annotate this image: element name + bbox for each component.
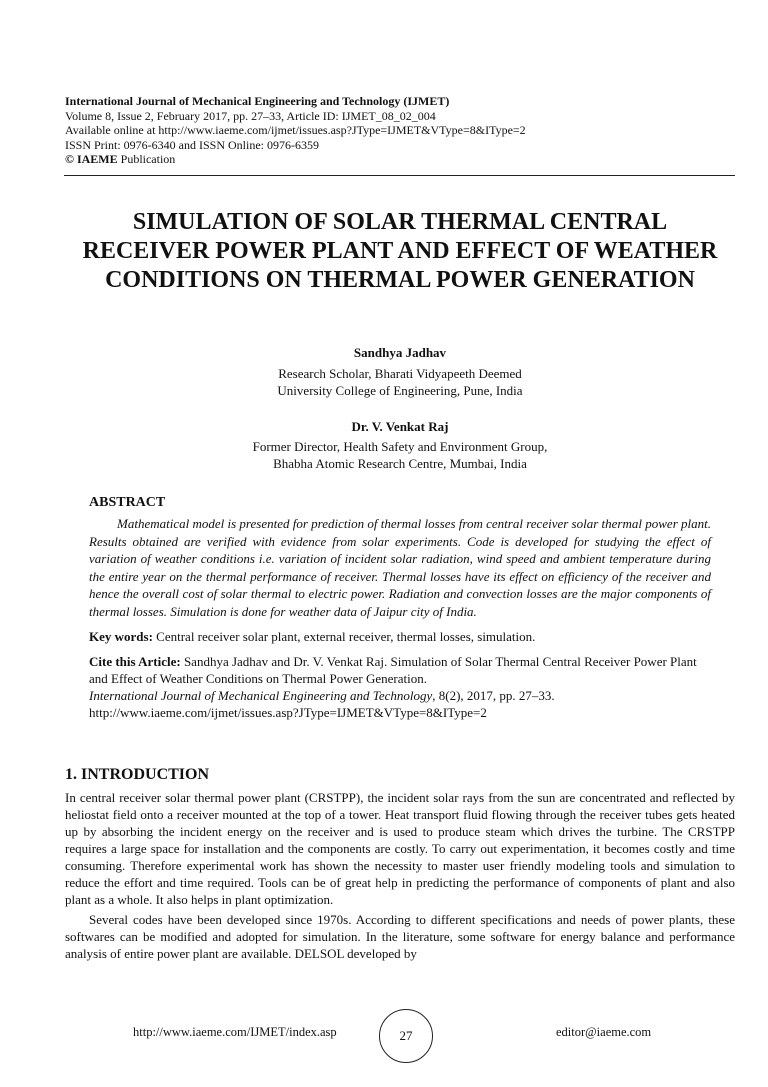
author-name: Dr. V. Venkat Raj [351,419,449,434]
footer-url-link[interactable]: http://www.iaeme.com/IJMET/index.asp [133,1025,337,1039]
author-name: Sandhya Jadhav [353,345,447,360]
journal-title: International Journal of Mechanical Engineering and Technology (IJMET) [65,94,450,108]
paper-title: SIMULATION OF SOLAR THERMAL CENTRAL RECEIVER POWER PLANT AND EFFECT OF WEATHER CONDITIONS ON THERMAL POWER GENERATION [82,209,718,293]
page-number: 27 [399,1028,413,1043]
abstract-section [89,495,711,721]
publisher-name: © IAEME [65,152,118,167]
citation [89,653,711,721]
footer-email-link[interactable]: editor@iaeme.com [556,1025,652,1039]
available-line: Available online at http://www.iaeme.com/ijmet/issues.asp?JType=IJMET&VType=8&IType=2 [65,123,526,138]
abstract-heading: ABSTRACT [89,495,166,510]
author-block-2 [0,418,768,472]
author-affiliation-line: University College of Engineering, Pune, India [277,383,523,398]
citation-label: Cite this Article: [89,654,181,669]
abstract-text: Mathematical model is presented for prediction of thermal losses from central receiver solar thermal power plant. Results obtained are verified with evidence from solar experiments. Code is developed for studying the effect of variation of weather conditions i.e. variation of incident solar radiation, wind speed and ambient temperature during the entire year on the thermal performance of receiver. Thermal losses have its effect on efficiency of the receiver and hence the overall cost of solar thermal to electric power. Radiation and convection losses are the major components of thermal losses. Simulation is done for weather data of Jaipur city of India. [89,516,711,619]
author-affiliation-line: Bhabha Atomic Research Centre, Mumbai, India [273,456,527,471]
keywords-label: Key words: [89,629,153,644]
intro-paragraph-1: In central receiver solar thermal power plant (CRSTPP), the incident solar rays from the sun are concentrated and reflected by heliostat field onto a receiver mounted at the top of a tower. Heat transport fluid flowing through the receiver tubes gets heated up by absorbing the incident energy on the receiver and is used to produce steam which drives the turbine. The CRSTPP requires a large space for installation and the components are costly. To carry out experimentation, it becomes costly and time consuming. Therefore experimental work has shown the necessity to master user friendly modeling tools and simulation to reduce the effort and time required. Tools can be of great help in predicting the performance of components of plant and also plant as a whole. It also helps in plant optimization. [65,790,735,907]
citation-journal: International Journal of Mechanical Engineering and Technology [89,688,433,703]
citation-details: , 8(2), 2017, pp. 27–33. [432,688,555,703]
citation-text: Sandhya Jadhav and Dr. V. Venkat Raj. Simulation of Solar Thermal Central Receiver Power Plant and Effect of Weather Conditions on Thermal Power Generation. [89,654,697,686]
page-number-circle [379,1009,433,1063]
introduction-body [65,789,735,962]
author-affiliation-line: Former Director, Health Safety and Environment Group, [252,439,548,454]
keywords [89,628,711,645]
publisher-suffix: Publication [117,152,176,167]
header-rule [64,175,735,176]
publisher-line [65,152,735,167]
author-block-1 [0,344,768,399]
citation-url[interactable]: http://www.iaeme.com/ijmet/issues.asp?JType=IJMET&VType=8&IType=2 [89,705,487,720]
intro-paragraph-2: Several codes have been developed since 1970s. According to different specifications and needs of power plants, these softwares can be modified and adopted for simulation. In the literature, some software for energy balance and performance analysis of entire power plant are available. DELSOL developed by [65,912,735,961]
section-heading-introduction: 1. INTRODUCTION [65,766,210,783]
journal-header [65,94,735,167]
issn-line: ISSN Print: 0976-6340 and ISSN Online: 0976-6359 [65,137,320,152]
page-footer [0,1009,768,1069]
keywords-text: Central receiver solar plant, external receiver, thermal losses, simulation. [152,629,536,644]
volume-line: Volume 8, Issue 2, February 2017, pp. 27–33, Article ID: IJMET_08_02_004 [65,108,436,123]
author-affiliation-line: Research Scholar, Bharati Vidyapeeth Deemed [278,366,522,381]
